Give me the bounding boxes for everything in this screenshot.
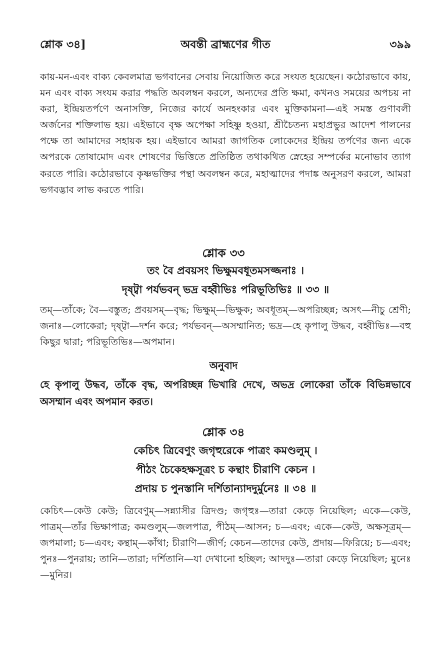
running-header [40,36,411,52]
verse-33-heading: শ্লোক ৩৩ [202,246,245,260]
verse-33-translation: হে কৃপালু উদ্ধব, তাঁকে বৃদ্ধ, অপরিচ্ছন্ন ভিখারি দেখে, অভদ্র লোকেরা তাঁকে বিভিন্নভাবে অসম্মান এবং অপমান করত। [40,380,411,408]
verse-33-translation-heading: অনুবাদ [209,361,238,372]
purport-paragraph: কায়-মন-এবং বাক্য কেবলমাত্র ভগবানের সেবায় নিয়োজিত করে সংযত হয়েছেন। কঠোরভাবে কায়, মন এবং বাক্য সংযম করার পদ্ধতি অবলম্বন করলে, অন্যদের প্রতি ক্ষমা, কখনও সময়ের অপচয় না করা, ইন্দ্রিয়তর্পণে অনাসক্তি, নিজের কার্যে অনহংকার এবং মুক্তিকামনা—এই সমস্ত গুণাবলী অর্জনের শক্তিলাভ হয়। এইভাবে বৃক্ষ অপেক্ষা সহিষ্ণু হওয়া, শ্রীচৈতন্য মহাপ্রভুর আদেশ পালনের পক্ষে তা আমাদের সহায়ক হয়। এইভাবে আমরা জাগতিক লোকেদের ইন্দ্রিয় তর্পণের জন্য একে অপরকে তোষামোদ এবং শোষণের ভিত্তিতে প্রতিষ্ঠিত তথাকথিত স্নেহের সম্পর্কের মনোভাব ত্যাগ করতে পারি। কঠোরভাবে কৃষ্ণভক্তির পন্থা অবলম্বন করে, মহাত্মাদের পদাঙ্ক অনুসরণ করলে, আমরা ভগবদ্ভাব লাভ করতে পারি। [40,72,411,196]
header-title: অবন্তী ব্রাহ্মণের গীত [180,38,271,51]
verse-34-heading: শ্লোক ৩৪ [202,425,245,439]
verse-33-line-1: তং বৈ প্রবয়সং ভিক্ষুমবধূতমসজ্জনাঃ । [146,265,305,277]
verse-34-line-2: পীঠং চৈকেহক্ষসূত্রং চ কন্থাং চীরাণি কেচন । [135,464,316,476]
header-chapter-ref: শ্লোক ৩৪] [40,38,86,51]
verse-34-line-3: প্রদায় চ পুনস্তানি দর্শিতান্যাদদুর্মুনেঃ ॥ ৩৪ ॥ [134,483,317,495]
page-number: ৩৯৯ [389,38,411,51]
verse-34-line-1: কেচিৎ ত্রিবেণুং জগৃহুরেকে পাত্রং কমণ্ডলুম্ । [133,445,318,457]
verse-34-synonyms: কেচিৎ—কেউ কেউ; ত্রিবেণুম্—সন্ন্যাসীর ত্রিদণ্ড; জগৃহুঃ—তারা কেড়ে নিয়েছিল; একে—কেউ, পাত্রম্—তাঁর ভিক্ষাপাত্র; কমণ্ডলুম্—জলপাত্র, পীঠম্—আসন; চ—এবং; একে—কেউ, অক্ষসূত্রম্—জপমালা; চ—এবং; কন্থাম্—কাঁথা; চীরাণি—জীর্ণ; কেচন—তাদের কেউ, প্রদায়—ফিরিয়ে; চ—এবং; পুনঃ—পুনরায়; তানি—তারা; দর্শিতানি—যা দেখানো হচ্ছিল; আদদুঃ—তারা কেড়ে নিয়েছিল; মুনেঃ—মুনির। [40,506,411,582]
verse-33-line-2: দৃষ্ট্বা পর্যভবন্ ভদ্র বহ্বীভিঃ পরিভূতিভিঃ ॥ ৩৩ ॥ [121,284,330,296]
verse-33-synonyms: তম্—তাঁকে; বৈ—বস্তুত; প্রবয়সম্—বৃদ্ধ; ভিক্ষুম্—ভিক্ষুক; অবধূতম্—অপরিচ্ছন্ন; অসৎ—নীচু শ্রেণী; জনাঃ—লোকেরা; দৃষ্ট্বা—দর্শন করে; পর্যভবন্—অসম্মানিত; ভদ্র—হে কৃপালু উদ্ধব, বহ্বীভিঃ—বহু কিছুর দ্বারা; পরিভূতিভিঃ—অপমান। [40,305,411,349]
